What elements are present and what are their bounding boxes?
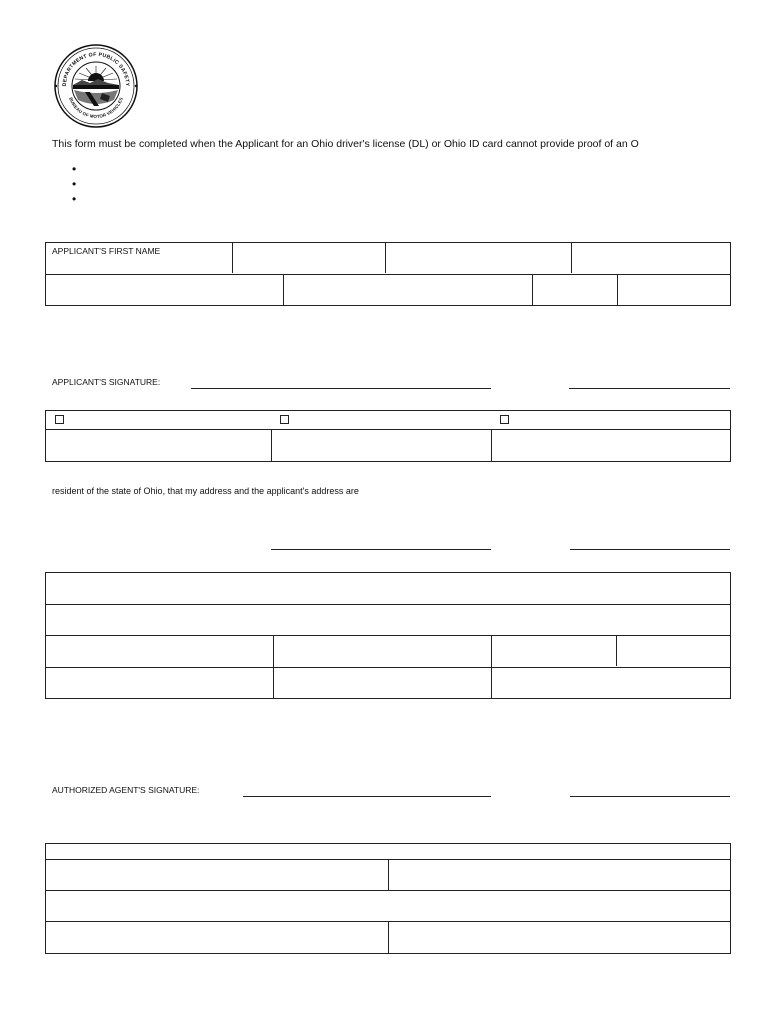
form-field[interactable] [617,636,730,667]
checkbox[interactable] [500,415,509,424]
form-field[interactable] [386,243,571,274]
form-field[interactable] [389,860,730,890]
form-field[interactable] [46,430,271,461]
checkbox-table [45,410,731,462]
intro-text: This form must be completed when the Applicant for an Ohio driver's license (DL) or Ohio ID card cannot provide proof of an O [52,138,639,150]
form-field[interactable] [46,275,283,305]
applicant-signature-line[interactable] [191,388,491,389]
form-field[interactable] [572,243,730,274]
agent-signature-line[interactable] [243,796,491,797]
office-use-table [45,843,731,954]
first-name-label: APPLICANT'S FIRST NAME [52,246,161,256]
form-field[interactable] [618,275,730,305]
form-field[interactable] [233,243,385,274]
bullet-list [72,162,76,207]
list-item [72,192,76,207]
form-field[interactable] [46,860,388,890]
list-item [72,177,76,192]
seal-top-text: DEPARTMENT OF PUBLIC SAFETY [61,51,131,87]
applicant-signature-date-line[interactable] [569,388,730,389]
form-field[interactable] [272,430,491,461]
form-field[interactable] [533,275,617,305]
ohio-bmv-seal-logo [52,44,140,128]
form-field[interactable] [284,275,532,305]
form-field[interactable] [46,668,273,698]
address-table [45,572,731,699]
applicant-info-table [45,242,731,306]
form-field[interactable] [274,636,491,667]
form-field[interactable] [274,668,491,698]
form-field[interactable] [46,922,388,953]
form-field[interactable] [46,605,730,635]
agent-signature-date-line[interactable] [570,796,730,797]
first-name-field[interactable] [46,243,232,274]
agent-signature-label: AUTHORIZED AGENT'S SIGNATURE: [52,785,200,795]
declarant-signature-line[interactable] [271,549,491,550]
applicant-signature-label: APPLICANT'S SIGNATURE: [52,377,161,387]
form-field[interactable] [46,636,273,667]
declaration-text: resident of the state of Ohio, that my address and the applicant's address are [52,486,359,496]
form-field[interactable] [492,668,730,698]
checkbox[interactable] [280,415,289,424]
form-field[interactable] [46,891,730,921]
checkbox[interactable] [55,415,64,424]
form-field[interactable] [46,573,730,604]
declarant-date-line[interactable] [570,549,730,550]
list-item [72,162,76,177]
form-field[interactable] [389,922,730,953]
seal-bottom-text: BUREAU OF MOTOR VEHICLES [68,96,124,120]
form-field[interactable] [492,430,730,461]
form-field[interactable] [492,636,616,667]
